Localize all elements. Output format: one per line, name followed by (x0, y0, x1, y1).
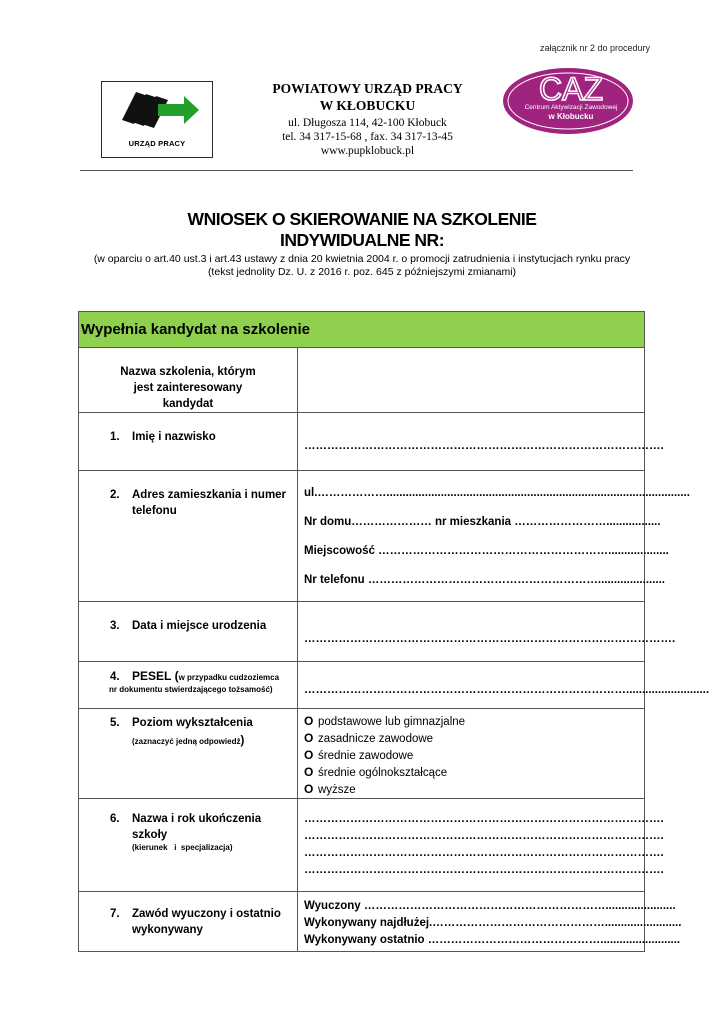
header-divider (80, 170, 633, 171)
urzad-pracy-logo (101, 81, 213, 158)
school-note: (kierunek i specjalizacja) (132, 843, 233, 852)
caz-logo-line1: Centrum Aktywizacji Zawodowej (524, 104, 618, 111)
education-level-note: (zaznaczyć jedną odpowiedź) (132, 735, 245, 747)
title-legal-basis: (w oparciu o art.40 ust.3 i art.43 ustawy z dnia 20 kwietnia 2004 r. o promocji zatrudnienia i instytucjach rynku pracy (93, 253, 631, 265)
profession-label: 7. Zawód wyuczony i ostatnio wykonywany (110, 908, 281, 936)
education-level-label: 5. Poziom wykształcenia (110, 717, 253, 729)
office-website: www.pupklobuck.pl (320, 145, 415, 157)
education-option[interactable]: O średnie zawodowe (304, 748, 414, 762)
house-apartment-field[interactable]: Nr domu………………… nr mieszkania ……………………................. (304, 516, 661, 528)
full-name-field[interactable]: …………………………………………………………………………………. (304, 440, 664, 452)
office-address: ul. Długosza 114, 42-100 Kłobuck (288, 117, 447, 129)
office-city: W KŁOBUCKU (319, 98, 416, 113)
title-line2: INDYWIDUALNE NR: (279, 230, 445, 250)
pesel-field[interactable]: ………………………………………………………………………….......................... (304, 684, 710, 696)
radio-bullet: O (304, 748, 314, 762)
school-field-line[interactable]: …………………………………………………………………………………. (304, 847, 664, 859)
caz-logo (501, 66, 635, 136)
training-name-field[interactable] (298, 348, 645, 413)
profession-learned-field[interactable]: Wyuczony ………………………………………………………...................... (304, 900, 676, 912)
logo-caption: URZĄD PRACY (128, 139, 186, 148)
school-field-line[interactable]: …………………………………………………………………………………. (304, 830, 664, 842)
office-name: POWIATOWY URZĄD PRACY (272, 81, 463, 96)
radio-bullet: O (304, 782, 314, 796)
radio-bullet: O (304, 714, 314, 728)
cards-arrow-icon (118, 88, 200, 132)
caz-logo-line2: w Kłobucku (548, 112, 594, 121)
pesel-note: nr dokumentu stwierdzającego tożsamość) (109, 685, 273, 694)
profession-last-field[interactable]: Wykonywany ostatnio ………………………………………......................... (304, 934, 681, 946)
radio-bullet: O (304, 765, 314, 779)
full-name-label: 1. Imię i nazwisko (110, 431, 216, 443)
attachment-note: załącznik nr 2 do procedury (539, 43, 650, 53)
radio-bullet: O (304, 731, 314, 745)
education-option[interactable]: O średnie ogólnokształcące (304, 765, 448, 779)
phone-field[interactable]: Nr telefonu ……………………………………………………..................... (304, 574, 665, 586)
school-label: 6. Nazwa i rok ukończenia szkoły (110, 813, 262, 841)
birth-date-place-field[interactable]: ……………………………………………………………………………………. (304, 633, 676, 645)
education-options (298, 709, 645, 799)
school-field-line[interactable]: …………………………………………………………………………………. (304, 864, 664, 876)
form-header: Wypełnia kandydat na szkolenie (79, 312, 645, 348)
office-phones: tel. 34 317-15-68 , fax. 34 317-13-45 (282, 131, 453, 143)
education-option[interactable]: O wyższe (304, 782, 356, 796)
school-field-line[interactable]: …………………………………………………………………………………. (304, 813, 664, 825)
profession-longest-field[interactable]: Wykonywany najdłużej.………………………………………........................ (304, 917, 682, 929)
title-consolidated-text: (tekst jednolity Dz. U. z 2016 r. poz. 645 z późniejszymi zmianami) (207, 266, 517, 278)
city-field[interactable]: Miejscowość ……………………………………………………................... (304, 545, 669, 557)
street-field[interactable]: ul.………………............................................................................................... (304, 487, 690, 499)
birth-date-place-label: 3. Data i miejsce urodzenia (110, 620, 267, 632)
address-phone-label: 2. Adres zamieszkania i numer telefonu (110, 489, 287, 517)
title-line1: WNIOSEK O SKIEROWANIE NA SZKOLENIE (187, 209, 537, 229)
document-title (0, 209, 724, 279)
education-option[interactable]: O zasadnicze zawodowe (304, 731, 434, 745)
training-name-label: Nazwa szkolenia, którym jest zainteresowany kandydat (120, 366, 256, 410)
education-option[interactable]: O podstawowe lub gimnazjalne (304, 714, 466, 728)
application-form (78, 311, 710, 952)
pesel-label: 4. PESEL (w przypadku cudzoziemca (110, 669, 280, 683)
office-header (230, 80, 505, 158)
caz-logo-text: CAZ (539, 71, 603, 107)
